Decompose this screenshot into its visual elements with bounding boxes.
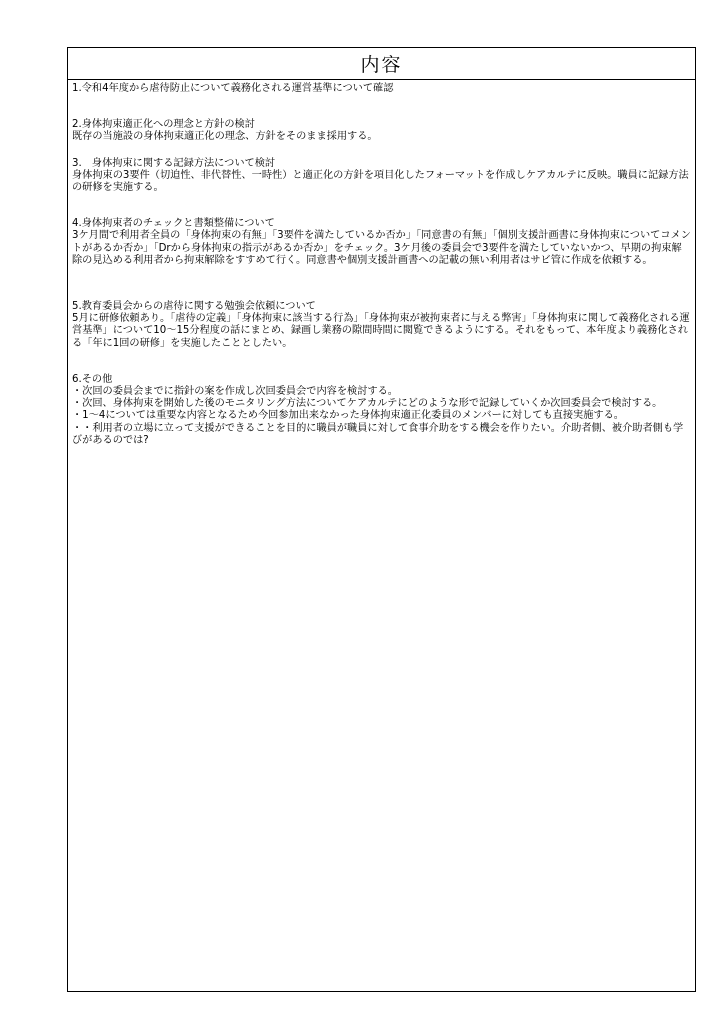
section-heading: 1.令和4年度から虐待防止について義務化される運営基準について確認 bbox=[72, 83, 394, 94]
section-heading: 6.その他 bbox=[72, 373, 113, 385]
spacer bbox=[72, 144, 691, 158]
spacer bbox=[72, 350, 691, 374]
section-text: 身体拘束の3要件（切迫性、非代替性、一時性）と適正化の方針を項目化したフォーマットを作成しケアカルテに反映。職員に記録方法の研修を実施する。 bbox=[72, 169, 689, 194]
spacer bbox=[72, 267, 691, 301]
spacer bbox=[72, 194, 691, 218]
section-text: 5月に研修依頼あり。「虐待の定義」「身体拘束に該当する行為」「身体拘束が被拘束者に与える弊害」「身体拘束に関して義務化される運営基準」について10～15分程度の話にまとめ、録画し業務の隙間時間に閲覧できるようにする。それをもって、本年度より義務化される「年に1回の研修」を実施したこととしたい。 bbox=[72, 313, 690, 349]
page-title: 内容 bbox=[360, 54, 403, 76]
section-2 bbox=[72, 119, 691, 143]
section-text: ・次回の委員会までに指針の案を作成し次回委員会で内容を検討する。 bbox=[72, 386, 398, 398]
section-text: 3ケ月間で利用者全員の「身体拘束の有無」「3要件を満たしているか否か」「同意書の有無」「個別支援計画書に身体拘束についてコメントがあるか否か」「Drから身体拘束の指示があるか否か」をチェック。3ケ月後の委員会で3要件を満たしていないかつ、早期の拘束解除の見込める利用者から拘束解除をすすめて行く。同意書や個別支援計画書への記載の無い利用者はサビ管に作成を依頼する。 bbox=[72, 230, 691, 266]
section-6 bbox=[72, 374, 691, 447]
section-4 bbox=[72, 218, 691, 267]
section-heading: 4.身体拘束者のチェックと書類整備について bbox=[72, 218, 275, 230]
title-row bbox=[68, 48, 695, 80]
content-body bbox=[68, 80, 695, 447]
section-heading: 5.教育委員会からの虐待に関する勉強会依頼について bbox=[72, 301, 316, 313]
section-heading: 3. 身体拘束に関する記録方法について検討 bbox=[72, 157, 276, 169]
section-text: ・1～4については重要な内容となるため今回参加出来なかった身体拘束適正化委員のメンバーに対しても直接実施する。 bbox=[72, 410, 624, 422]
spacer bbox=[72, 95, 691, 119]
section-1 bbox=[72, 83, 691, 95]
section-text: 既存の当施設の身体拘束適正化の理念、方針をそのまま採用する。 bbox=[72, 131, 378, 143]
section-3 bbox=[72, 158, 691, 195]
section-5 bbox=[72, 301, 691, 350]
section-text: ・・利用者の立場に立って支援ができることを目的に職員が職員に対して食事介助をする機会を作りたい。介助者側、被介助者側も学びがあるのでは? bbox=[72, 422, 684, 446]
document-frame bbox=[67, 47, 696, 992]
section-text: ・次回、身体拘束を開始した後のモニタリング方法についてケアカルテにどのような形で記録していくか次回委員会で検討する。 bbox=[72, 398, 663, 410]
section-heading: 2.身体拘束適正化への理念と方針の検討 bbox=[72, 119, 255, 131]
